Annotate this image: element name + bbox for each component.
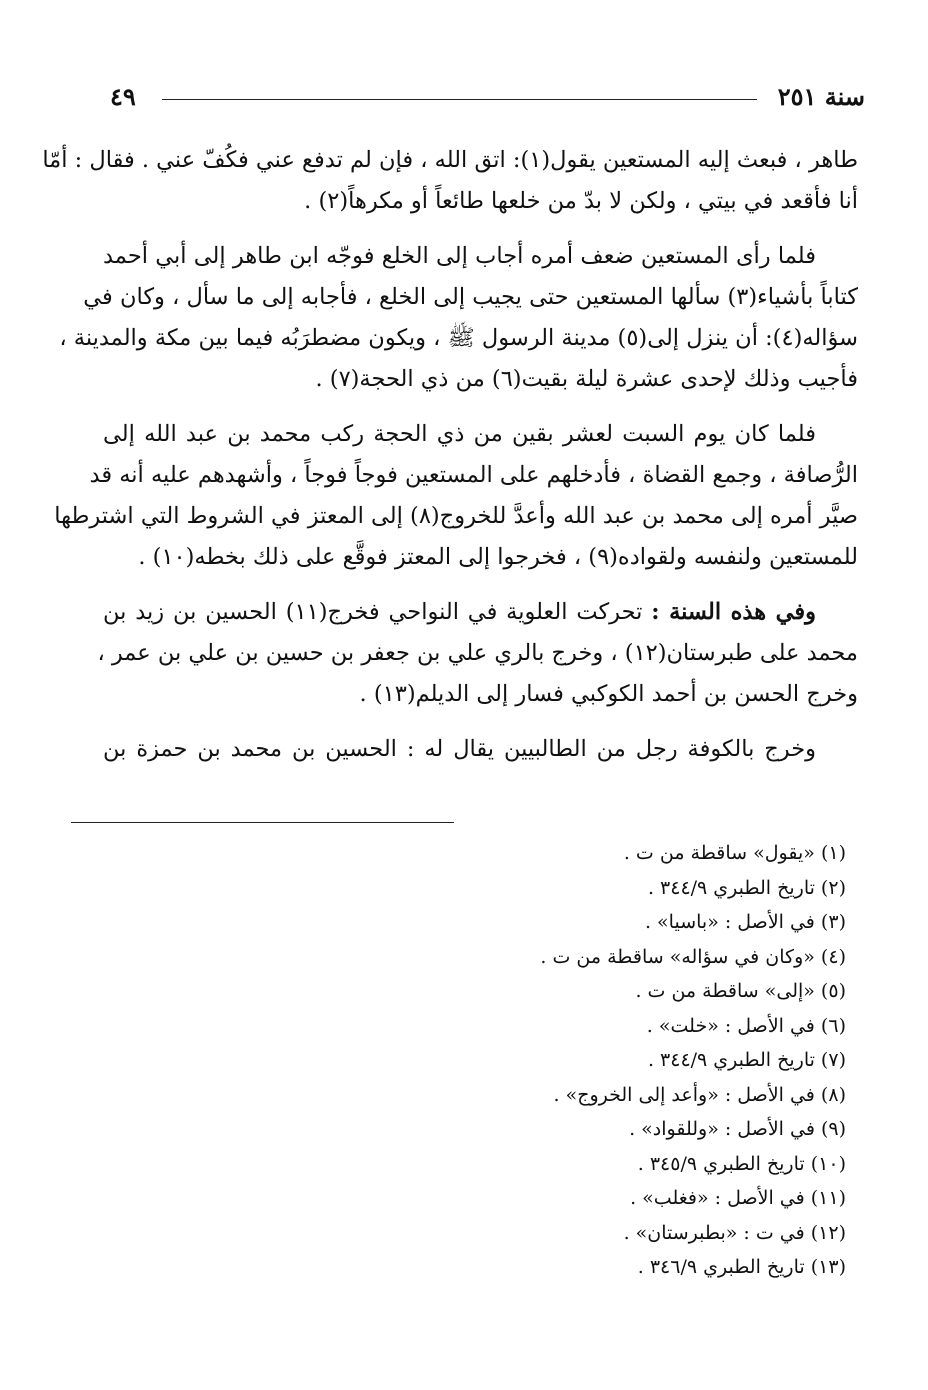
text-line: للمستعين ولنفسه ولقواده(٩) ، فخرجوا إلى المعتز فوقَّع على ذلك بخطه(١٠) . [138,544,858,570]
running-header [110,82,865,112]
footnote: (٦) في الأصل : «خلت» . [646,1014,846,1037]
footnote: (٩) في الأصل : «وللقواد» . [629,1118,846,1140]
header-year: سنة ٢٥١ [777,82,865,111]
text-line: سؤاله(٤): أن ينزل إلى(٥) مدينة الرسول ﷺ ، ويكون مضطرَبُه فيما بين مكة والمدينة ، [59,325,858,351]
footnote: (٤) «وكان في سؤاله» ساقطة من ت . [540,945,846,968]
footnote: (١٣) تاريخ الطبري ٣٤٦/٩ . [637,1256,846,1278]
text-line: الرُّصافة ، وجمع القضاة ، فأدخلهم على المستعين فوجاً فوجاً ، وأشهدهم عليه أنه قد [89,462,858,488]
footnote: (٨) في الأصل : «وأعد إلى الخروج» . [553,1083,846,1106]
paragraph-lead: وفي هذه السنة : [651,599,816,625]
footnote: (١٠) تاريخ الطبري ٣٤٥/٩ . [637,1152,846,1175]
text-line: أنا فأقعد في بيتي ، ولكن لا بدّ من خلعها طائعاً أو مكرهاً(٢) . [304,188,858,214]
paragraph [103,729,858,770]
footnote: (٣) في الأصل : «باسيا» . [644,911,846,933]
text-line: وخرج الحسن بن أحمد الكوكبي فسار إلى الديلم(١٣) . [359,681,858,707]
paragraph [97,592,858,715]
footnote: (٢) تاريخ الطبري ٣٤٤/٩ . [647,876,846,899]
text-line: محمد على طبرستان(١٢) ، وخرج بالري علي بن جعفر بن حسين بن علي بن عمر ، [97,640,858,666]
header-rule [162,99,757,100]
main-text [42,140,858,784]
text-line: وخرج بالكوفة رجل من الطالبيين يقال له : الحسين بن محمد بن حمزة بن [103,736,816,762]
text-line: فلما رأى المستعين ضعف أمره أجاب إلى الخلع فوجّه ابن طاهر إلى أبي أحمد [103,243,816,269]
text-line: فأجيب وذلك لإحدى عشرة ليلة بقيت(٦) من ذي الحجة(٧) . [315,366,858,392]
text-run: تحركت العلوية في النواحي فخرج(١١) الحسين بن زيد بن [103,599,652,625]
footnotes [246,836,846,1285]
text-line: طاهر ، فبعث إليه المستعين يقول(١): اتق الله ، فإن لم تدفع عني فكُفّ عني . فقال : أمّا [42,147,858,173]
paragraph [59,236,858,400]
footnote: (١١) في الأصل : «فغلب» . [630,1187,846,1209]
text-line [103,592,858,633]
text-line: كتاباً بأشياء(٣) سألها المستعين حتى يجيب إلى الخلع ، فأجابه إلى ما سأل ، وكان في [83,284,858,310]
text-line: صيَّر أمره إلى محمد بن عبد الله وأعدَّ للخروج(٨) إلى المعتز في الشروط التي اشترطها [54,503,858,529]
text-line: فلما كان يوم السبت لعشر بقين من ذي الحجة ركب محمد بن عبد الله إلى [103,421,816,447]
footnote: (١) «يقول» ساقطة من ت . [623,842,846,864]
footnote: (١٢) في ت : «بطبرستان» . [623,1221,846,1244]
footnote: (٥) «إلى» ساقطة من ت . [635,980,846,1002]
paragraph [42,140,858,222]
footnote: (٧) تاريخ الطبري ٣٤٤/٩ . [647,1049,846,1071]
footnote-separator [71,822,454,823]
page-number: ٤٩ [110,82,136,111]
paragraph [54,414,858,578]
